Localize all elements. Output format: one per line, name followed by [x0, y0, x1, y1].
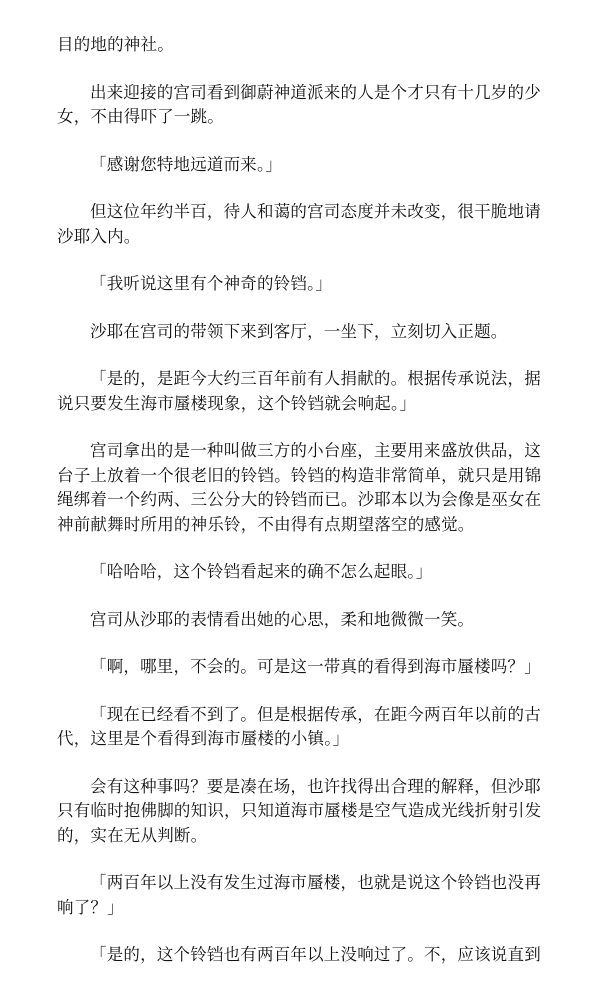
paragraph: 宫司拿出的是一种叫做三方的小台座，主要用来盛放供品，这台子上放着一个很老旧的铃铛。铃铛的构造非常简单，就只是用锦绳绑着一个约两、三公分大的铃铛而已。沙耶本以为会像是巫女在神前献舞时所用的神乐铃，不由得有点期望落空的感觉。: [57, 441, 542, 534]
paragraph: 「现在已经看不到了。但是根据传承，在距今两百年以前的古代，这里是个看得到海市蜃楼的小镇。」: [57, 704, 541, 748]
paragraph: 但这位年约半百，待人和蔼的宫司态度并未改变，很干脆地请沙耶入内。: [57, 202, 541, 246]
paragraph: 「是的，是距今大约三百年前有人捐献的。根据传承说法，据说只要发生海市蜃楼现象，这个铃铛就会响起。」: [57, 369, 541, 413]
paragraph: 「是的，这个铃铛也有两百年以上没响过了。不，应该说直到: [90, 945, 541, 964]
paragraph: 「啊，哪里，不会的。可是这一带真的看得到海市蜃楼吗？」: [90, 657, 541, 676]
text-body: [57, 33, 557, 991]
paragraph: 「两百年以上没有发生过海市蜃楼，也就是说这个铃铛也没再响了？」: [57, 873, 541, 917]
paragraph: 「哈哈哈，这个铃铛看起来的确不怎么起眼。」: [90, 562, 433, 581]
paragraph: 会有这种事吗？要是凑在场，也许找得出合理的解释，但沙耶只有临时抱佛脚的知识，只知道海市蜃楼是空气造成光线折射引发的，实在无从判断。: [57, 776, 542, 845]
paragraph: 沙耶在宫司的带领下来到客厅，一坐下，立刻切入正题。: [90, 321, 508, 341]
paragraph: 目的地的神社。: [57, 35, 174, 54]
paragraph: 出来迎接的宫司看到御蔚神道派来的人是个才只有十几岁的少女，不由得吓了一跳。: [57, 82, 541, 126]
paragraph: 「感谢您特地远道而来。」: [90, 154, 283, 174]
paragraph: 「我听说这里有个神奇的铃铛。」: [90, 274, 333, 293]
paragraph: 宫司从沙耶的表情看出她的心思，柔和地微微一笑。: [90, 609, 475, 629]
